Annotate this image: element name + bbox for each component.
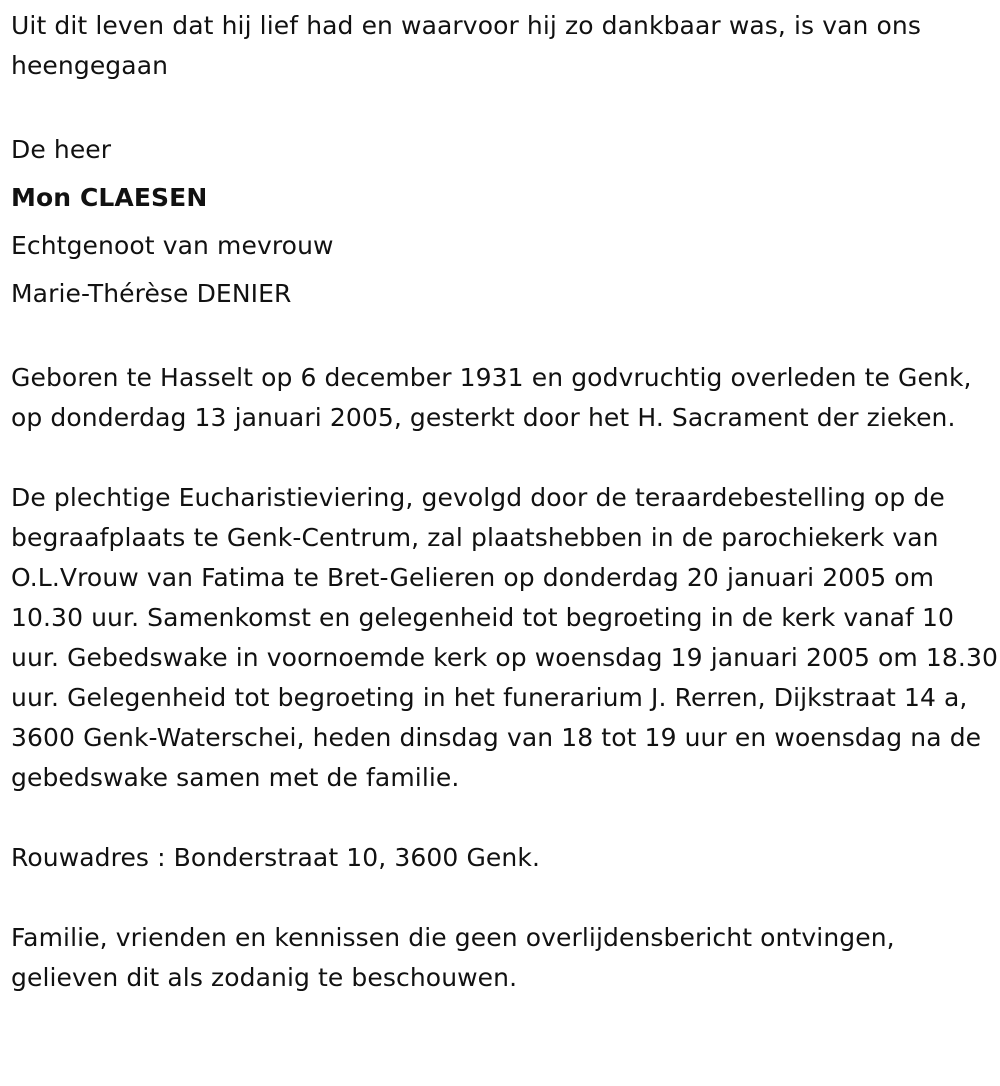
salutation: De heer (11, 135, 112, 164)
ceremony-paragraph: De plechtige Eucharistieviering, gevolgd door de teraardebestelling op de begraafplaats te Genk-Centrum, zal plaatshebben in de parochiekerk van O.L.Vrouw van Fatima te Bret-Gelieren op donderdag 20 januari 2005 om 10.30 uur. Samenkomst en gelegenheid tot begroeting in de kerk vanaf 10 uur. Gebedswake in voornoemde kerk op woensdag 19 januari 2005 om 18.30 uur. Gelegenheid tot begroeting in het funerarium J. Rerren, Dijkstraat 14 a, 3600 Genk-Waterschei, heden dinsdag van 18 tot 19 uur en woensdag na de gebedswake samen met de familie. (11, 483, 998, 792)
closing-paragraph: Familie, vrienden en kennissen die geen overlijdensbericht ontvingen, gelieven dit als zodanig te beschouwen. (11, 923, 895, 992)
deceased-name: Mon CLAESEN (11, 183, 208, 212)
spouse-name: Marie-Thérèse DENIER (11, 279, 292, 308)
spouse-line: Echtgenoot van mevrouw (11, 231, 334, 260)
birth-death-paragraph: Geboren te Hasselt op 6 december 1931 en godvruchtig overleden te Genk, op donderdag 13 januari 2005, gesterkt door het H. Sacrament der zieken. (11, 363, 972, 432)
mourning-address: Rouwadres : Bonderstraat 10, 3600 Genk. (11, 843, 540, 872)
intro-text: Uit dit leven dat hij lief had en waarvoor hij zo dankbaar was, is van ons heengegaan (11, 11, 921, 80)
